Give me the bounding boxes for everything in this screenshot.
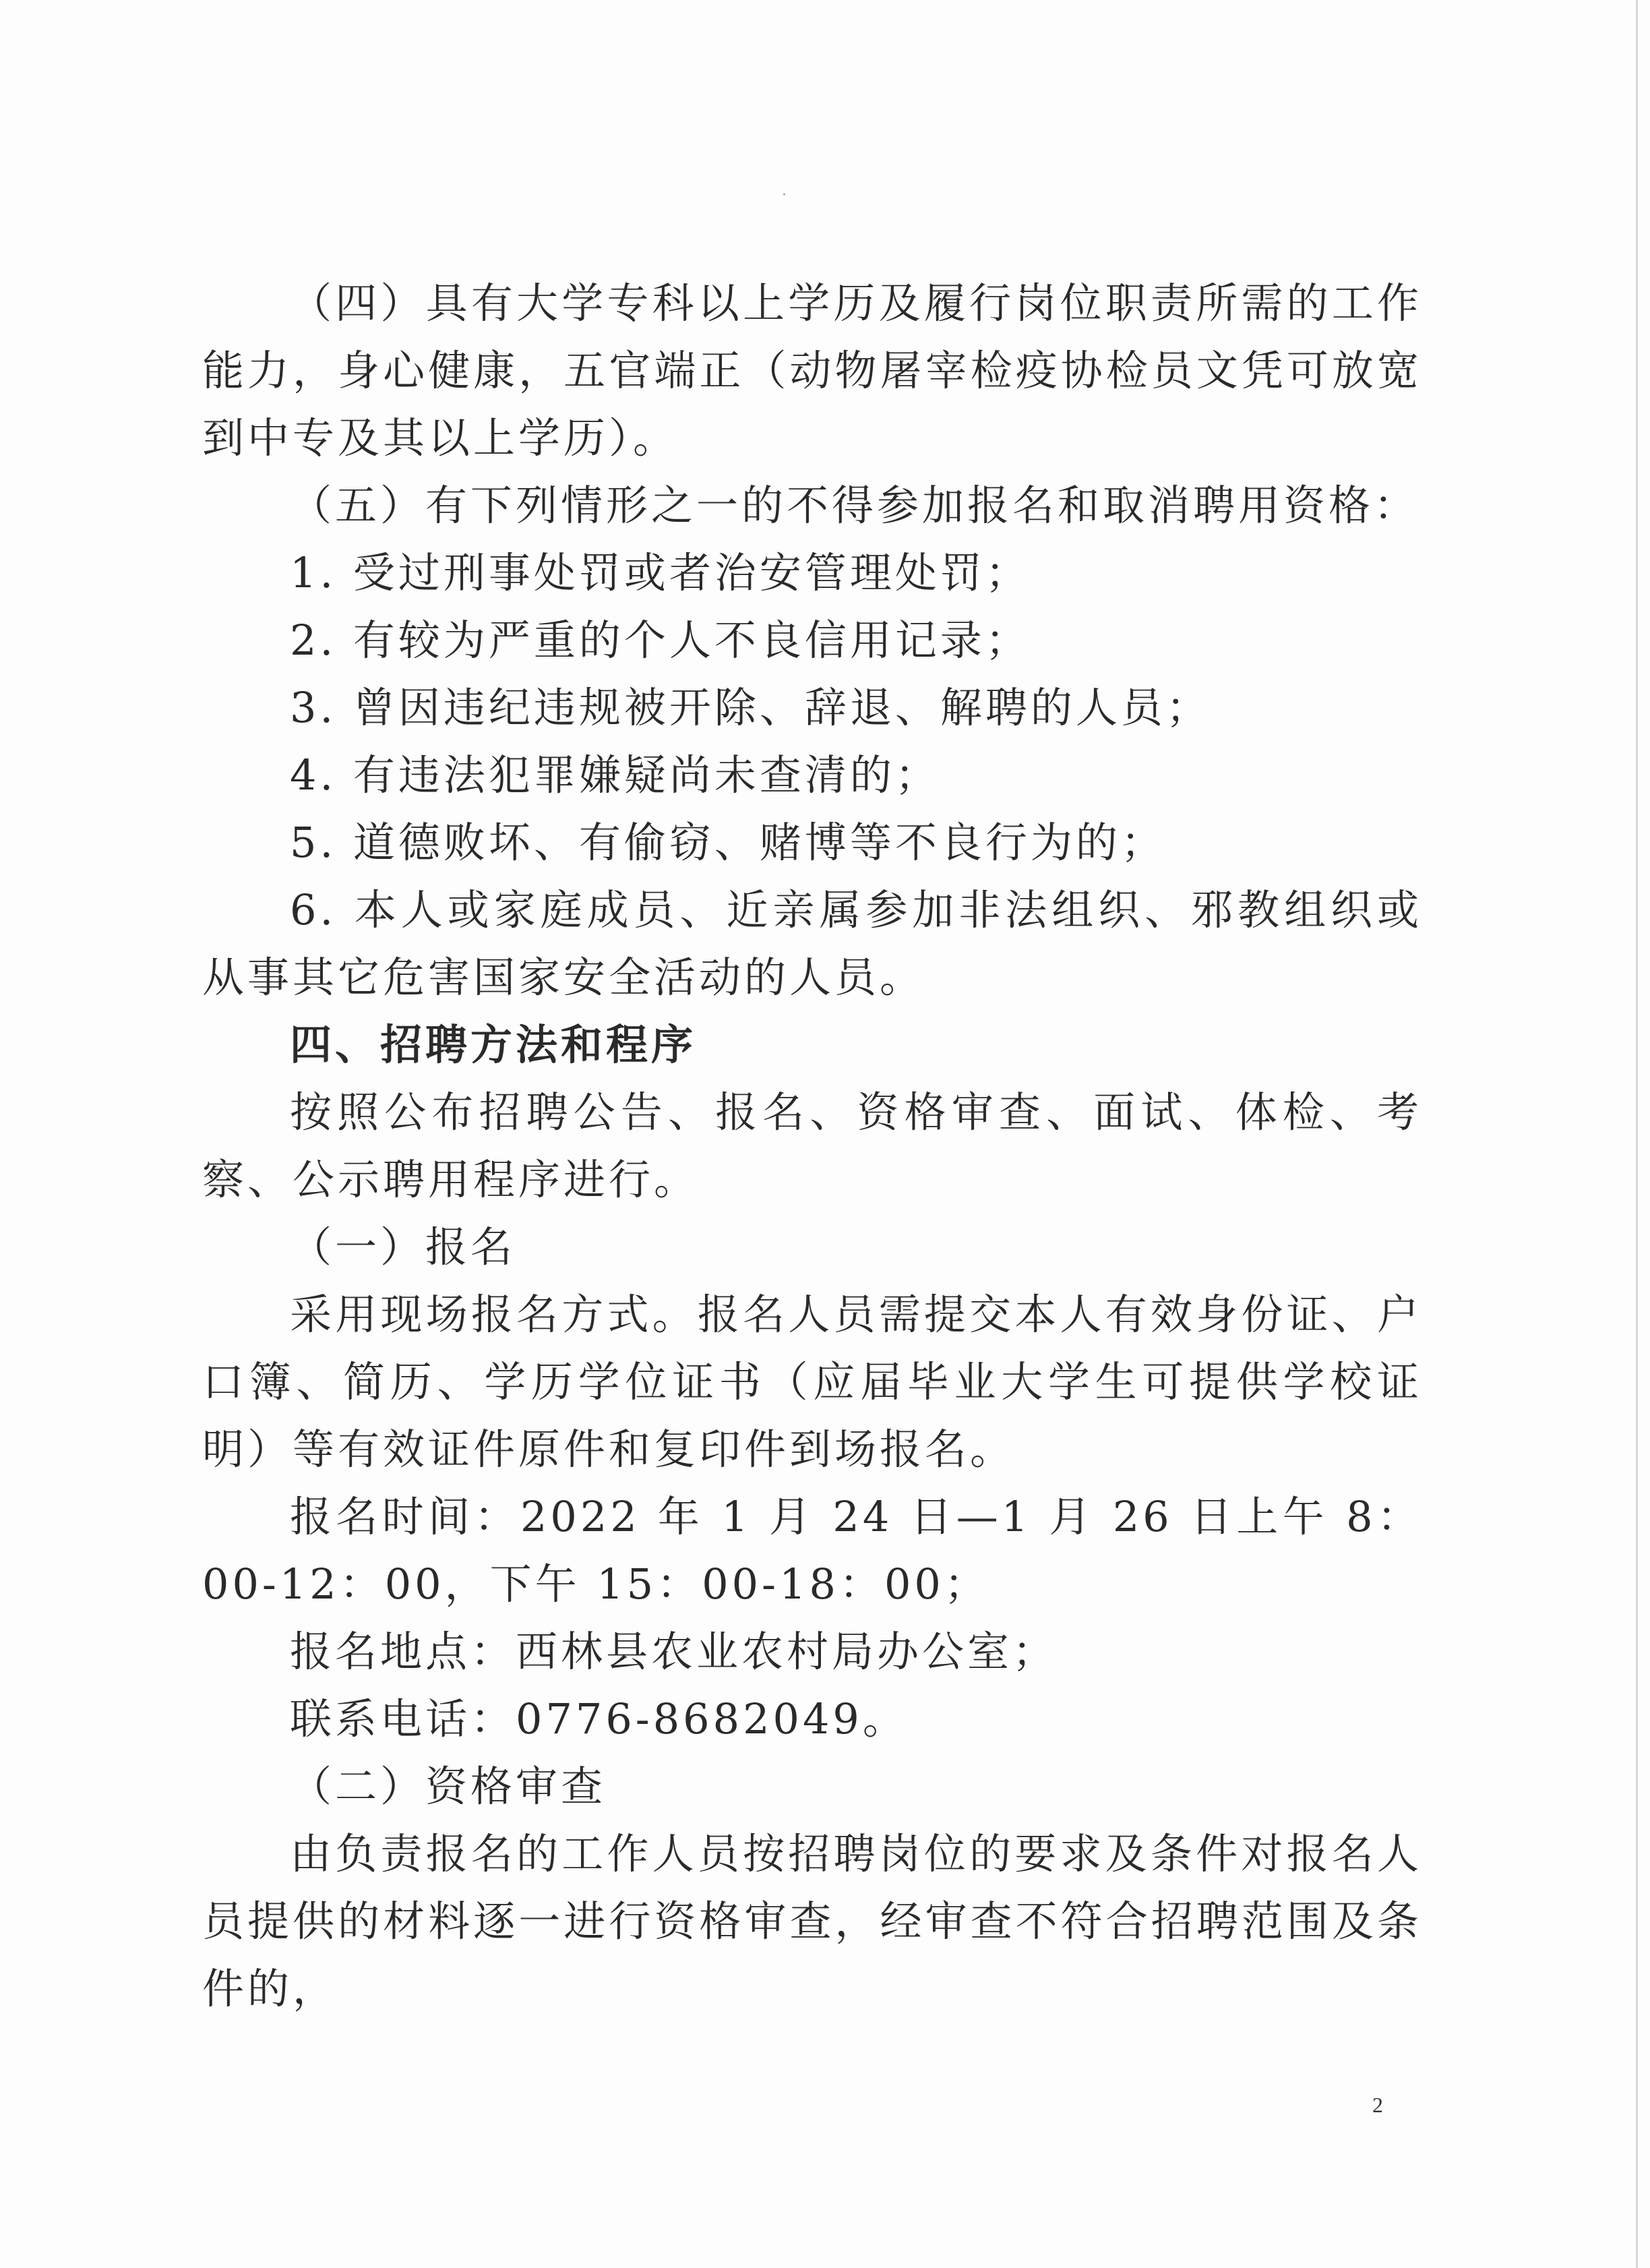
paragraph-registration-method: 采用现场报名方式。报名人员需提交本人有效身份证、户口簿、简历、学历学位证书（应届毕业大学生可提供学校证明）等有效证件原件和复印件到场报名。 [202,1290,1422,1474]
list-item: 4. 有违法犯罪嫌疑尚未查清的； [290,750,940,800]
scan-edge [1636,0,1638,2268]
paragraph-education: （四）具有大学专科以上学历及履行岗位职责所需的工作能力，身心健康，五官端正（动物屠宰检疫协检员文凭可放宽到中专及其以上学历）。 [202,278,1422,462]
list-item: 6. 本人或家庭成员、近亲属参加非法组织、邪教组织或从事其它危害国家安全活动的人员。 [202,885,1422,1002]
page-number: 2 [1372,2093,1383,2117]
list-item: 2. 有较为严重的个人不良信用记录； [290,616,1031,665]
paragraph-procedure: 按照公布招聘公告、报名、资格审查、面试、体检、考察、公示聘用程序进行。 [202,1087,1422,1204]
list-item: 5. 道德败坏、有偷窃、赌博等不良行为的； [290,818,1166,867]
subheading-qualification-review: （二）资格审查 [290,1762,607,1811]
list-item: 3. 曾因违纪违规被开除、辞退、解聘的人员； [290,683,1211,732]
document-body [202,270,1422,2023]
paragraph-disqualification-intro: （五）有下列情形之一的不得参加报名和取消聘用资格： [290,481,1419,530]
paragraph-qualification-review: 由负责报名的工作人员按招聘岗位的要求及条件对报名人员提供的材料逐一进行资格审查，经审查不符合招聘范围及条件的， [202,1829,1422,2013]
scan-speck: · [782,187,787,204]
paragraph-contact-phone: 联系电话：0776-8682049。 [290,1694,908,1743]
paragraph-registration-time: 报名时间：2022 年 1 月 24 日—1 月 26 日上午 8：00-12：00，下午 15：00-18：00； [202,1492,1422,1609]
list-item: 1. 受过刑事处罚或者治安管理处罚； [290,548,1031,597]
section-heading: 四、招聘方法和程序 [290,1020,697,1069]
paragraph-registration-location: 报名地点：西林县农业农村局办公室； [290,1627,1058,1676]
subheading-registration: （一）报名 [290,1222,516,1272]
